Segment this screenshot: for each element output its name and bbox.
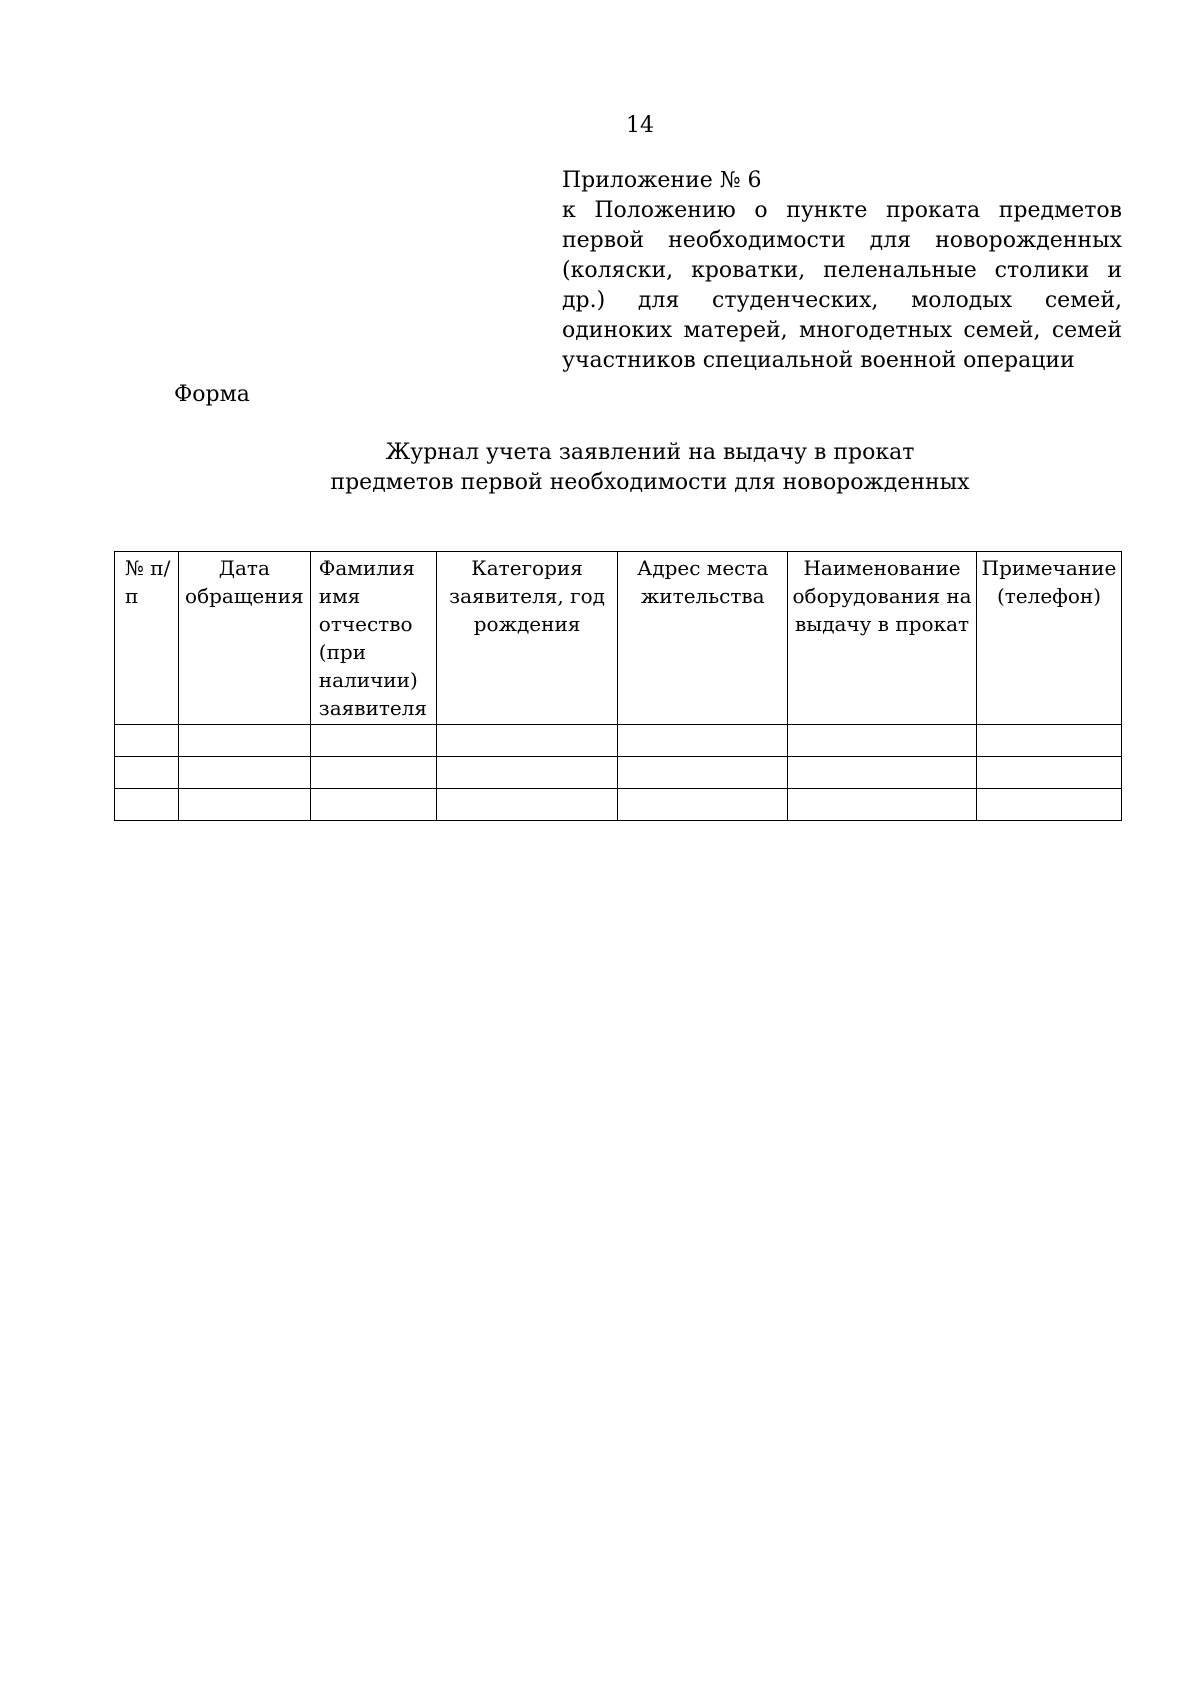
table-cell	[436, 725, 618, 757]
column-header-address: Адрес места жительства	[618, 552, 788, 725]
table-cell	[436, 789, 618, 821]
column-header-note: Примечание (телефон)	[976, 552, 1121, 725]
page-number: 14	[626, 113, 654, 138]
table-cell	[618, 725, 788, 757]
journal-table	[114, 551, 1122, 821]
table-cell	[115, 789, 179, 821]
table-cell	[618, 757, 788, 789]
form-label: Форма	[174, 382, 250, 407]
table-cell	[310, 757, 436, 789]
table-cell	[115, 757, 179, 789]
column-header-full-name: Фамилия имя отчество (при наличии) заявителя	[310, 552, 436, 725]
table-cell	[436, 757, 618, 789]
table-row	[115, 725, 1122, 757]
table-row	[115, 757, 1122, 789]
table-cell	[976, 789, 1121, 821]
table-cell	[115, 725, 179, 757]
table-row	[115, 789, 1122, 821]
table-cell	[178, 757, 310, 789]
column-header-equipment: Наименование оборудования на выдачу в прокат	[788, 552, 977, 725]
appendix-block	[562, 166, 1122, 376]
table-cell	[178, 789, 310, 821]
table-cell	[310, 725, 436, 757]
table-cell	[788, 757, 977, 789]
table-cell	[976, 725, 1121, 757]
table-cell	[788, 789, 977, 821]
table-header-row	[115, 552, 1122, 725]
journal-title-line-1: Журнал учета заявлений на выдачу в прокат	[385, 440, 915, 465]
table-cell	[788, 725, 977, 757]
table-cell	[618, 789, 788, 821]
table-cell	[310, 789, 436, 821]
column-header-category: Категория заявителя, год рождения	[436, 552, 618, 725]
table-cell	[976, 757, 1121, 789]
appendix-title: Приложение № 6	[562, 168, 762, 193]
journal-title-line-2: предметов первой необходимости для новорожденных	[330, 470, 970, 495]
table-cell	[178, 725, 310, 757]
column-header-date: Дата обращения	[178, 552, 310, 725]
column-header-number: № п/п	[115, 552, 179, 725]
journal-title	[260, 438, 1040, 498]
appendix-text: к Положению о пункте проката предметов первой необходимости для новорожденных (коляски, кроватки, пеленальные столики и др.) для студенческих, молодых семей, одиноких матерей, многодетных семей, семей участников специальной военной операции	[562, 198, 1122, 373]
